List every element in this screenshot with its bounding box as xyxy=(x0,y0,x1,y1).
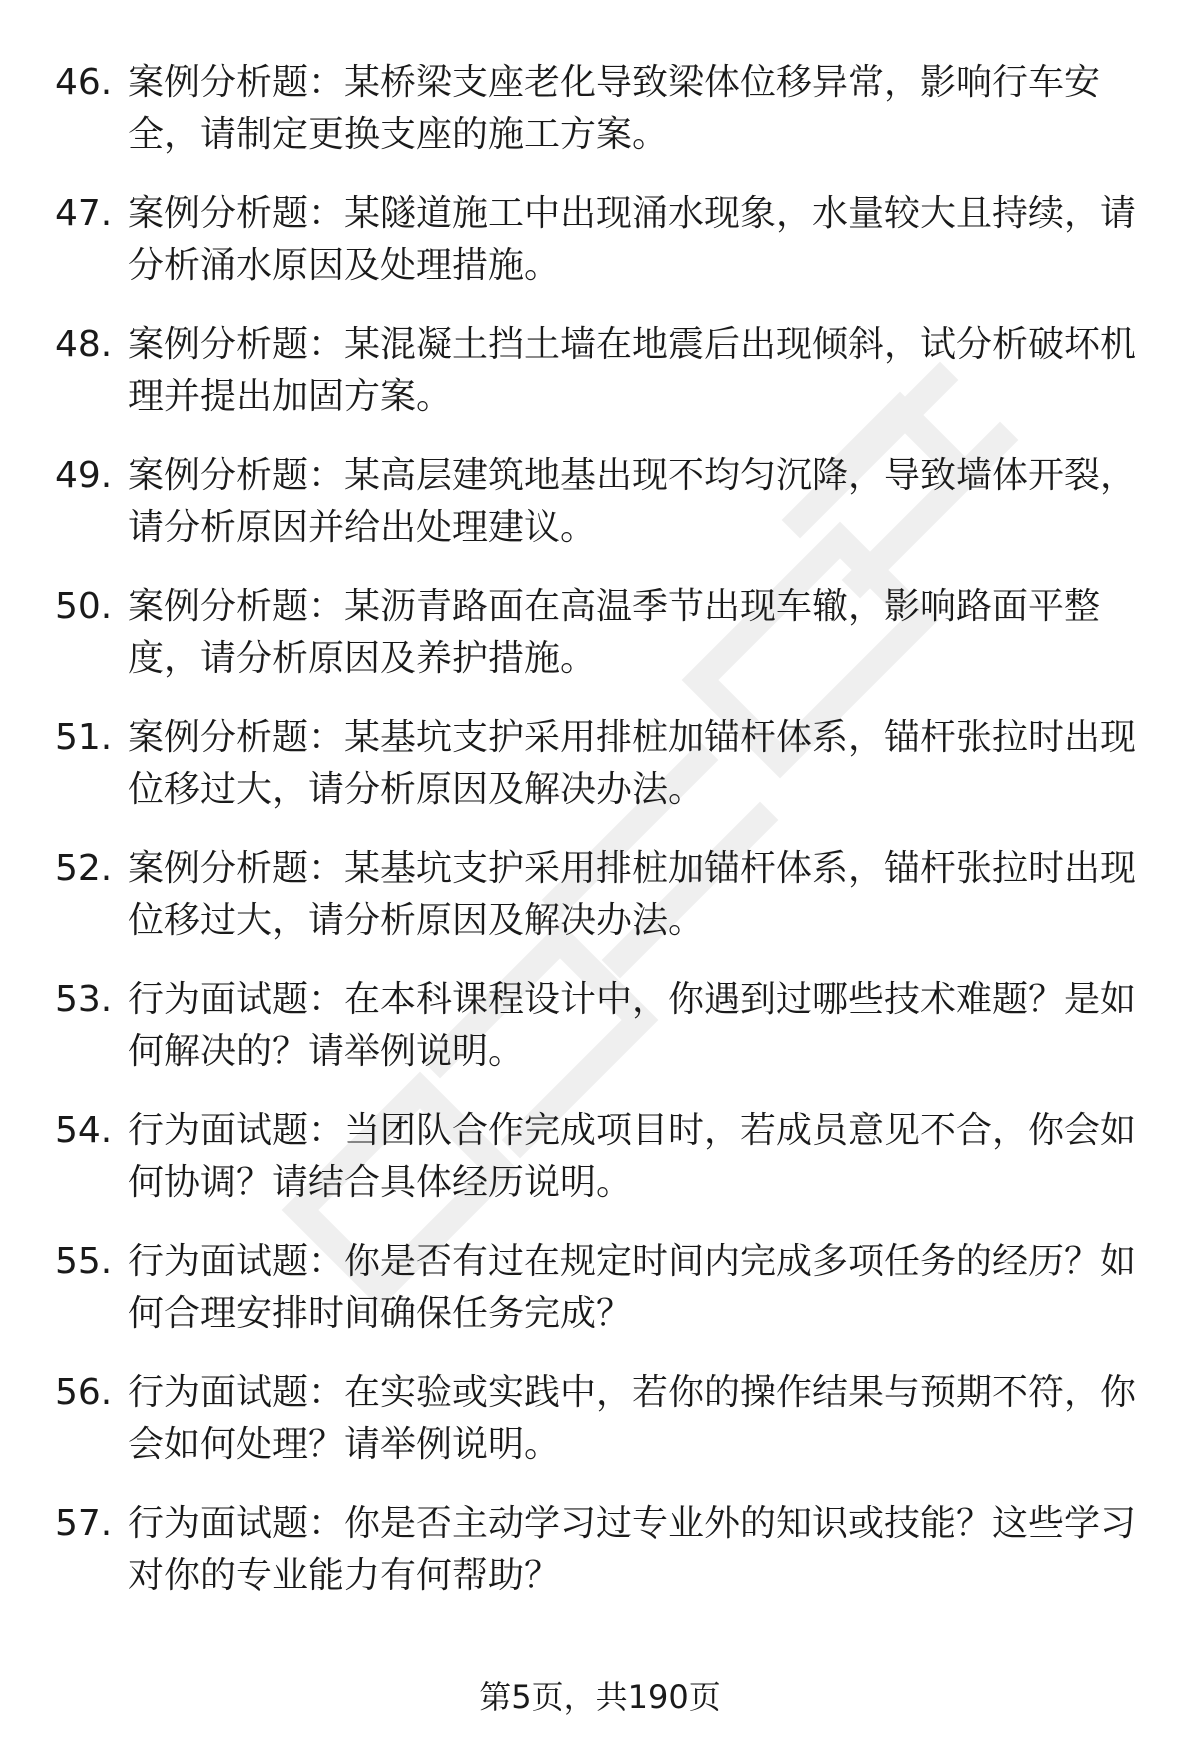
question-text: 案例分析题：某高层建筑地基出现不均匀沉降，导致墙体开裂，请分析原因并给出处理建议。 xyxy=(128,455,1137,548)
question-item xyxy=(0,1236,1200,1367)
question-text: 案例分析题：某桥梁支座老化导致梁体位移异常，影响行车安全，请制定更换支座的施工方案。 xyxy=(128,62,1101,155)
question-text: 行为面试题：在实验或实践中，若你的操作结果与预期不符，你会如何处理？请举例说明。 xyxy=(128,1372,1137,1465)
question-list xyxy=(0,57,1200,1629)
question-item xyxy=(0,319,1200,450)
question-number: 56. xyxy=(55,1372,113,1413)
question-number: 54. xyxy=(55,1110,113,1151)
question-text: 案例分析题：某基坑支护采用排桩加锚杆体系，锚杆张拉时出现位移过大，请分析原因及解决办法。 xyxy=(128,717,1137,810)
question-number: 46. xyxy=(55,62,113,103)
question-text: 案例分析题：某基坑支护采用排桩加锚杆体系，锚杆张拉时出现位移过大，请分析原因及解决办法。 xyxy=(128,848,1137,941)
page-indicator: 第5页，共190页 xyxy=(479,1678,721,1716)
question-text: 行为面试题：当团队合作完成项目时，若成员意见不合，你会如何协调？请结合具体经历说明。 xyxy=(128,1110,1137,1203)
question-number: 48. xyxy=(55,324,113,365)
question-item xyxy=(0,1498,1200,1629)
question-item xyxy=(0,1105,1200,1236)
question-text: 案例分析题：某隧道施工中出现涌水现象，水量较大且持续，请分析涌水原因及处理措施。 xyxy=(128,193,1137,286)
question-number: 47. xyxy=(55,193,113,234)
question-item xyxy=(0,581,1200,712)
question-item xyxy=(0,843,1200,974)
question-item xyxy=(0,974,1200,1105)
question-number: 55. xyxy=(55,1241,113,1282)
question-item xyxy=(0,188,1200,319)
question-number: 52. xyxy=(55,848,113,889)
question-text: 行为面试题：你是否有过在规定时间内完成多项任务的经历？如何合理安排时间确保任务完成？ xyxy=(128,1241,1137,1334)
question-text: 行为面试题：在本科课程设计中，你遇到过哪些技术难题？是如何解决的？请举例说明。 xyxy=(128,979,1137,1072)
question-number: 50. xyxy=(55,586,113,627)
question-item xyxy=(0,1367,1200,1498)
question-text: 案例分析题：某沥青路面在高温季节出现车辙，影响路面平整度，请分析原因及养护措施。 xyxy=(128,586,1101,679)
question-number: 57. xyxy=(55,1503,113,1544)
question-item xyxy=(0,712,1200,843)
question-text: 行为面试题：你是否主动学习过专业外的知识或技能？这些学习对你的专业能力有何帮助？ xyxy=(128,1503,1137,1596)
question-number: 51. xyxy=(55,717,113,758)
question-number: 49. xyxy=(55,455,113,496)
question-item xyxy=(0,450,1200,581)
question-text: 案例分析题：某混凝土挡土墙在地震后出现倾斜，试分析破坏机理并提出加固方案。 xyxy=(128,324,1137,417)
question-item xyxy=(0,57,1200,188)
question-number: 53. xyxy=(55,979,113,1020)
